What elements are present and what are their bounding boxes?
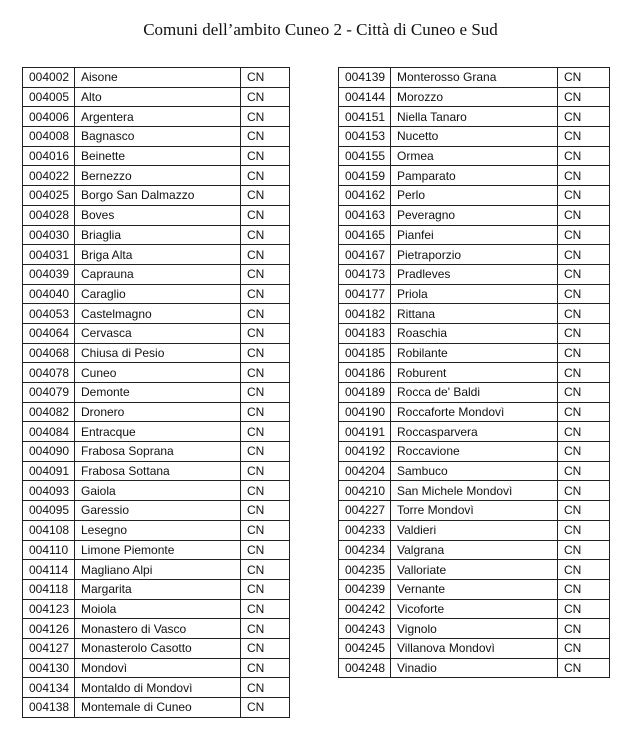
municipality-name-cell: Morozzo [391,87,558,107]
municipality-name-cell: Entracque [75,422,241,442]
municipality-name-cell: Valdieri [391,520,558,540]
istat-code-cell: 004155 [339,146,391,166]
table-row [23,678,290,698]
province-cell: CN [558,461,610,481]
table-row [339,323,610,343]
istat-code-cell: 004082 [23,402,75,422]
province-cell: CN [558,245,610,265]
province-cell: CN [241,87,290,107]
municipality-name-cell: Moiola [75,599,241,619]
province-cell: CN [241,146,290,166]
province-cell: CN [241,205,290,225]
table-row [23,698,290,718]
table-row [23,225,290,245]
province-cell: CN [241,323,290,343]
table-row [23,87,290,107]
province-cell: CN [558,107,610,127]
municipality-name-cell: Villanova Mondovì [391,638,558,658]
istat-code-cell: 004030 [23,225,75,245]
province-cell: CN [241,698,290,718]
istat-code-cell: 004079 [23,383,75,403]
municipality-name-cell: Valgrana [391,540,558,560]
table-row [339,461,610,481]
istat-code-cell: 004242 [339,599,391,619]
istat-code-cell: 004118 [23,579,75,599]
province-cell: CN [241,501,290,521]
table-row [339,638,610,658]
istat-code-cell: 004234 [339,540,391,560]
table-row [339,146,610,166]
province-cell: CN [558,520,610,540]
municipality-name-cell: Lesegno [75,520,241,540]
province-cell: CN [558,481,610,501]
province-cell: CN [558,442,610,462]
page-title: Comuni dell’ambito Cuneo 2 - Città di Cuneo e Sud [143,20,498,39]
istat-code-cell: 004190 [339,402,391,422]
istat-code-cell: 004114 [23,560,75,580]
province-cell: CN [558,127,610,147]
table-row [23,520,290,540]
table-row [339,422,610,442]
table-row [339,501,610,521]
table-row [339,442,610,462]
table-row [23,186,290,206]
municipality-name-cell: Priola [391,284,558,304]
municipality-name-cell: Magliano Alpi [75,560,241,580]
istat-code-cell: 004095 [23,501,75,521]
istat-code-cell: 004090 [23,442,75,462]
municipality-name-cell: San Michele Mondovì [391,481,558,501]
province-cell: CN [558,323,610,343]
table-row [339,186,610,206]
province-cell: CN [558,166,610,186]
istat-code-cell: 004182 [339,304,391,324]
istat-code-cell: 004016 [23,146,75,166]
province-cell: CN [558,619,610,639]
municipality-name-cell: Ormea [391,146,558,166]
table-row [23,304,290,324]
municipality-name-cell: Gaiola [75,481,241,501]
province-cell: CN [241,678,290,698]
table-row [339,619,610,639]
province-cell: CN [558,363,610,383]
province-cell: CN [241,127,290,147]
table-row [23,481,290,501]
municipality-name-cell: Montaldo di Mondovì [75,678,241,698]
istat-code-cell: 004233 [339,520,391,540]
istat-code-cell: 004039 [23,264,75,284]
municipality-name-cell: Robilante [391,343,558,363]
istat-code-cell: 004108 [23,520,75,540]
municipality-name-cell: Niella Tanaro [391,107,558,127]
istat-code-cell: 004022 [23,166,75,186]
istat-code-cell: 004151 [339,107,391,127]
province-cell: CN [241,245,290,265]
istat-code-cell: 004210 [339,481,391,501]
municipality-name-cell: Valloriate [391,560,558,580]
istat-code-cell: 004163 [339,205,391,225]
province-cell: CN [241,579,290,599]
municipality-name-cell: Margarita [75,579,241,599]
istat-code-cell: 004006 [23,107,75,127]
table-row [339,107,610,127]
table-row [23,422,290,442]
table-row [339,599,610,619]
municipality-name-cell: Cuneo [75,363,241,383]
istat-code-cell: 004053 [23,304,75,324]
istat-code-cell: 004091 [23,461,75,481]
istat-code-cell: 004235 [339,560,391,580]
municipality-name-cell: Rocca de' Baldi [391,383,558,403]
municipality-name-cell: Beinette [75,146,241,166]
table-row [23,284,290,304]
table-row [339,363,610,383]
municipality-name-cell: Limone Piemonte [75,540,241,560]
municipality-name-cell: Monasterolo Casotto [75,638,241,658]
istat-code-cell: 004005 [23,87,75,107]
table-row [23,638,290,658]
municipality-name-cell: Briga Alta [75,245,241,265]
province-cell: CN [241,461,290,481]
istat-code-cell: 004138 [23,698,75,718]
municipality-name-cell: Pietraporzio [391,245,558,265]
province-cell: CN [558,540,610,560]
municipality-table-right [338,67,610,678]
istat-code-cell: 004248 [339,658,391,678]
table-row [339,284,610,304]
istat-code-cell: 004165 [339,225,391,245]
municipality-table-left [22,67,290,718]
province-cell: CN [241,540,290,560]
table-row [23,146,290,166]
istat-code-cell: 004068 [23,343,75,363]
municipality-name-cell: Pamparato [391,166,558,186]
municipality-name-cell: Caraglio [75,284,241,304]
municipality-name-cell: Montemale di Cuneo [75,698,241,718]
table-row [23,68,290,88]
province-cell: CN [241,304,290,324]
province-cell: CN [241,658,290,678]
table-row [23,442,290,462]
istat-code-cell: 004127 [23,638,75,658]
province-cell: CN [241,638,290,658]
municipality-name-cell: Bagnasco [75,127,241,147]
istat-code-cell: 004078 [23,363,75,383]
municipality-name-cell: Boves [75,205,241,225]
province-cell: CN [558,87,610,107]
istat-code-cell: 004008 [23,127,75,147]
table-row [339,245,610,265]
province-cell: CN [558,264,610,284]
municipality-name-cell: Perlo [391,186,558,206]
municipality-name-cell: Mondovì [75,658,241,678]
istat-code-cell: 004243 [339,619,391,639]
municipality-name-cell: Pianfei [391,225,558,245]
istat-code-cell: 004040 [23,284,75,304]
table-row [23,245,290,265]
municipality-name-cell: Nucetto [391,127,558,147]
province-cell: CN [241,107,290,127]
municipality-name-cell: Aisone [75,68,241,88]
municipality-name-cell: Borgo San Dalmazzo [75,186,241,206]
province-cell: CN [558,68,610,88]
municipality-name-cell: Roccaforte Mondovì [391,402,558,422]
province-cell: CN [241,225,290,245]
table-row [339,383,610,403]
municipality-name-cell: Rittana [391,304,558,324]
municipality-name-cell: Pradleves [391,264,558,284]
province-cell: CN [241,481,290,501]
province-cell: CN [558,599,610,619]
istat-code-cell: 004002 [23,68,75,88]
table-row [339,166,610,186]
municipality-name-cell: Cervasca [75,323,241,343]
province-cell: CN [241,264,290,284]
municipality-name-cell: Demonte [75,383,241,403]
istat-code-cell: 004167 [339,245,391,265]
province-cell: CN [241,68,290,88]
istat-code-cell: 004204 [339,461,391,481]
province-cell: CN [241,363,290,383]
table-row [339,304,610,324]
table-row [339,402,610,422]
istat-code-cell: 004159 [339,166,391,186]
istat-code-cell: 004064 [23,323,75,343]
province-cell: CN [558,658,610,678]
istat-code-cell: 004130 [23,658,75,678]
province-cell: CN [558,560,610,580]
municipality-name-cell: Roccasparvera [391,422,558,442]
province-cell: CN [558,402,610,422]
province-cell: CN [241,442,290,462]
municipality-name-cell: Torre Mondovì [391,501,558,521]
istat-code-cell: 004126 [23,619,75,639]
istat-code-cell: 004031 [23,245,75,265]
province-cell: CN [241,383,290,403]
istat-code-cell: 004144 [339,87,391,107]
province-cell: CN [558,383,610,403]
table-row [23,599,290,619]
municipality-name-cell: Garessio [75,501,241,521]
istat-code-cell: 004189 [339,383,391,403]
municipality-name-cell: Monastero di Vasco [75,619,241,639]
municipality-name-cell: Frabosa Sottana [75,461,241,481]
province-cell: CN [241,560,290,580]
table-row [23,658,290,678]
istat-code-cell: 004183 [339,323,391,343]
province-cell: CN [241,186,290,206]
table-row [23,264,290,284]
table-row [23,107,290,127]
table-row [339,343,610,363]
province-cell: CN [241,166,290,186]
istat-code-cell: 004185 [339,343,391,363]
municipality-name-cell: Vignolo [391,619,558,639]
province-cell: CN [558,422,610,442]
province-cell: CN [241,520,290,540]
table-row [339,87,610,107]
municipality-name-cell: Argentera [75,107,241,127]
table-row [339,579,610,599]
istat-code-cell: 004239 [339,579,391,599]
table-row [339,127,610,147]
table-row [23,461,290,481]
province-cell: CN [241,422,290,442]
municipality-name-cell: Vicoforte [391,599,558,619]
table-row [23,619,290,639]
province-cell: CN [558,225,610,245]
municipality-name-cell: Alto [75,87,241,107]
istat-code-cell: 004162 [339,186,391,206]
municipality-name-cell: Sambuco [391,461,558,481]
table-row [23,540,290,560]
istat-code-cell: 004191 [339,422,391,442]
table-row [339,560,610,580]
table-row [23,166,290,186]
table-row [339,68,610,88]
table-row [23,501,290,521]
istat-code-cell: 004123 [23,599,75,619]
table-row [23,323,290,343]
istat-code-cell: 004153 [339,127,391,147]
municipality-name-cell: Caprauna [75,264,241,284]
table-row [23,402,290,422]
municipality-name-cell: Roburent [391,363,558,383]
table-row [339,225,610,245]
istat-code-cell: 004227 [339,501,391,521]
province-cell: CN [241,343,290,363]
table-row [339,205,610,225]
province-cell: CN [558,304,610,324]
table-row [23,579,290,599]
istat-code-cell: 004139 [339,68,391,88]
table-row [339,481,610,501]
province-cell: CN [558,284,610,304]
table-row [339,658,610,678]
province-cell: CN [241,284,290,304]
municipality-name-cell: Roaschia [391,323,558,343]
province-cell: CN [241,599,290,619]
municipality-name-cell: Monterosso Grana [391,68,558,88]
municipality-name-cell: Chiusa di Pesio [75,343,241,363]
province-cell: CN [558,638,610,658]
table-row [339,540,610,560]
municipality-name-cell: Briaglia [75,225,241,245]
province-cell: CN [558,579,610,599]
istat-code-cell: 004093 [23,481,75,501]
istat-code-cell: 004192 [339,442,391,462]
province-cell: CN [558,186,610,206]
table-row [23,363,290,383]
province-cell: CN [558,343,610,363]
municipality-name-cell: Vernante [391,579,558,599]
municipality-name-cell: Vinadio [391,658,558,678]
municipality-name-cell: Bernezzo [75,166,241,186]
istat-code-cell: 004084 [23,422,75,442]
istat-code-cell: 004186 [339,363,391,383]
table-row [23,343,290,363]
istat-code-cell: 004134 [23,678,75,698]
province-cell: CN [558,146,610,166]
province-cell: CN [558,205,610,225]
municipality-name-cell: Roccavione [391,442,558,462]
table-row [23,127,290,147]
istat-code-cell: 004245 [339,638,391,658]
municipality-name-cell: Frabosa Soprana [75,442,241,462]
table-row [23,383,290,403]
table-row [339,520,610,540]
istat-code-cell: 004173 [339,264,391,284]
municipality-name-cell: Castelmagno [75,304,241,324]
table-row [23,205,290,225]
istat-code-cell: 004028 [23,205,75,225]
province-cell: CN [558,501,610,521]
table-row [339,264,610,284]
municipality-name-cell: Peveragno [391,205,558,225]
istat-code-cell: 004177 [339,284,391,304]
istat-code-cell: 004110 [23,540,75,560]
municipality-name-cell: Dronero [75,402,241,422]
table-row [23,560,290,580]
province-cell: CN [241,402,290,422]
istat-code-cell: 004025 [23,186,75,206]
province-cell: CN [241,619,290,639]
